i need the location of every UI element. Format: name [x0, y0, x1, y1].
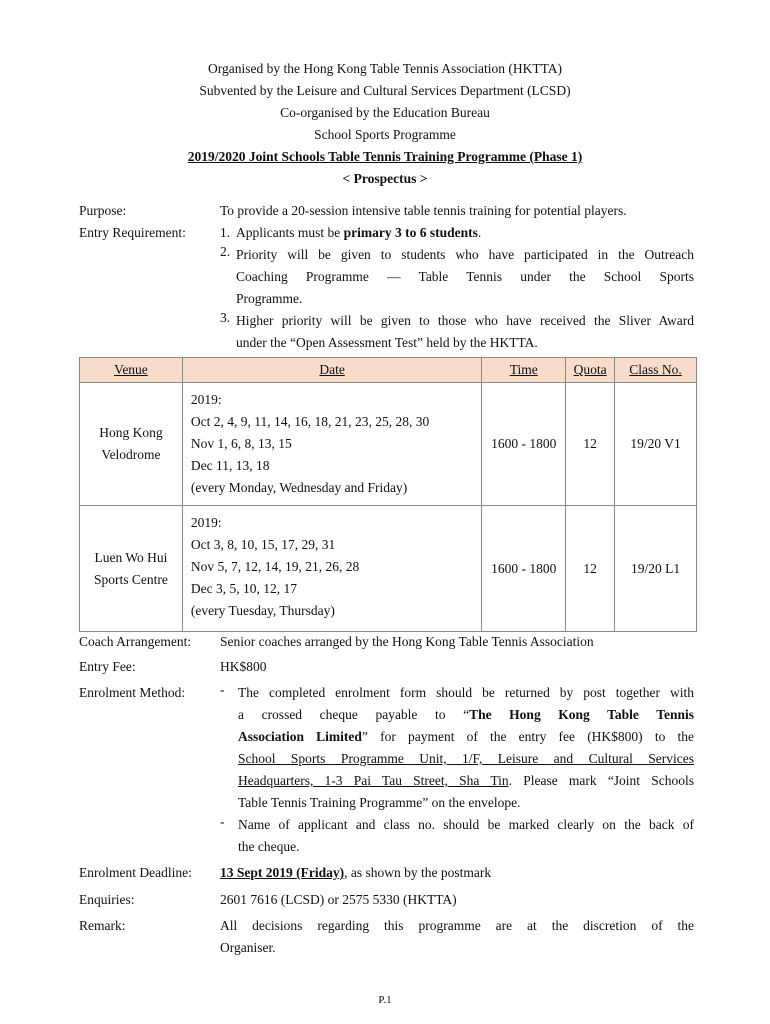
coach-label: Coach Arrangement: [79, 634, 192, 649]
entry-item-2: 2. Priority will be given to students who have participated in the Outreach Coaching Programme — Table Tennis under the School Sports Programme. [220, 244, 694, 306]
document-header [0, 58, 770, 190]
time-cell: 1600 - 1800 [482, 383, 566, 506]
venue-cell: Luen Wo Hui Sports Centre [80, 506, 183, 632]
co-organiser-line: Co-organised by the Education Bureau [280, 105, 490, 120]
fee-text: HK$800 [220, 659, 267, 674]
entry-item-3: 3. Higher priority will be given to those who have received the Sliver Award under the “Open Assessment Test” held by the HKTTA. [220, 310, 694, 350]
fee-label: Entry Fee: [79, 659, 136, 674]
entry-item-1: 1. Applicants must be primary 3 to 6 students. [220, 225, 482, 240]
quota-header: Quota [566, 358, 615, 383]
class-no-cell: 19/20 L1 [615, 506, 697, 632]
enrolment-method-1: - The completed enrolment form should be returned by post together with a crossed cheque payable to “The Hong Kong Table Tennis Association Limited” for payment of the entry fee (HK$800) to the School Sports Programme Unit, 1/F, Leisure and Cultural Services Headquarters, 1-3 Pai Tau Street, Sha Tin. Please mark “Joint Schools Table Tennis Training Programme” on the envelope. [220, 682, 695, 810]
mailing-address: School Sports Programme Unit, 1/F, Leisure and Cultural Services [238, 751, 694, 766]
purpose-text: To provide a 20-session intensive table tennis training for potential players. [220, 203, 627, 218]
quota-cell: 12 [566, 506, 615, 632]
remark-label: Remark: [79, 918, 126, 933]
coach-text: Senior coaches arranged by the Hong Kong Table Tennis Association [220, 634, 594, 649]
deadline-label: Enrolment Deadline: [79, 865, 192, 880]
time-cell: 1600 - 1800 [482, 506, 566, 632]
date-header: Date [182, 358, 481, 383]
venue-schedule-table [79, 357, 697, 632]
table-row [80, 383, 697, 506]
dates-cell: 2019: Oct 2, 4, 9, 11, 14, 16, 18, 21, 23, 25, 28, 30 Nov 1, 6, 8, 13, 15 Dec 11, 13, 18 (every Monday, Wednesday and Friday) [182, 383, 481, 506]
programme-line: School Sports Programme [314, 127, 456, 142]
venue-cell: Hong Kong Velodrome [80, 383, 183, 506]
entry-requirement-label: Entry Requirement: [79, 225, 186, 240]
purpose-label: Purpose: [79, 203, 127, 218]
table-row [80, 506, 697, 632]
subvention-line: Subvented by the Leisure and Cultural Services Department (LCSD) [199, 83, 571, 98]
enquiries-text: 2601 7616 (LCSD) or 2575 5330 (HKTTA) [220, 892, 457, 907]
organiser-line: Organised by the Hong Kong Table Tennis Association (HKTTA) [208, 61, 562, 76]
class-no-cell: 19/20 V1 [615, 383, 697, 506]
table-header-row [80, 358, 697, 383]
eligible-grades: primary 3 to 6 students [343, 225, 478, 240]
payee-name: The Hong Kong Table Tennis [469, 707, 694, 722]
enquiries-label: Enquiries: [79, 892, 135, 907]
document-title: 2019/2020 Joint Schools Table Tennis Training Programme (Phase 1) [187, 149, 583, 164]
enrolment-label: Enrolment Method: [79, 685, 186, 700]
quota-cell: 12 [566, 383, 615, 506]
venue-header: Venue [80, 358, 183, 383]
class-no-header: Class No. [615, 358, 697, 383]
enrolment-method-2: - Name of applicant and class no. should be marked clearly on the back of the cheque. [220, 814, 694, 854]
deadline-date: 13 Sept 2019 (Friday) [220, 865, 345, 880]
page-number: P.1 [378, 994, 392, 1006]
time-header: Time [482, 358, 566, 383]
dates-cell: 2019: Oct 3, 8, 10, 15, 17, 29, 31 Nov 5, 7, 12, 14, 19, 21, 26, 28 Dec 3, 5, 10, 12, 17 (every Tuesday, Thursday) [182, 506, 481, 632]
document-subtitle: < Prospectus > [342, 171, 428, 186]
